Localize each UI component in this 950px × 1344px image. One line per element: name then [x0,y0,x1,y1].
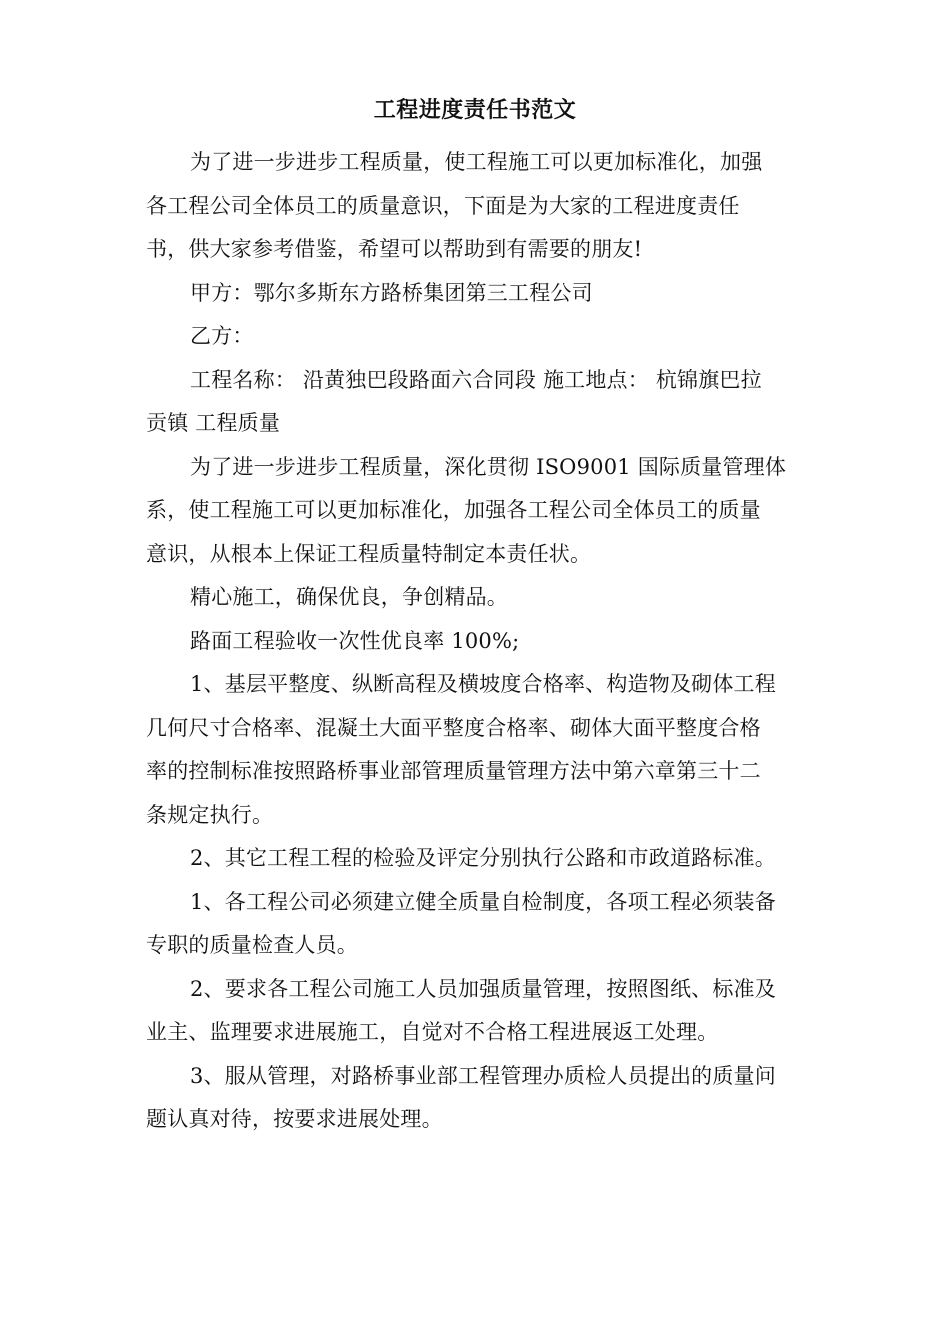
paragraph-line: 条规定执行。 [146,802,274,827]
paragraph-line: 业主、监理要求进展施工，自觉对不合格工程进展返工处理。 [146,1020,719,1044]
paragraph [146,663,806,837]
paragraph [146,359,806,446]
paragraph-line: 专职的质量检查人员。 [146,933,358,957]
paragraph-line: 3、服从管理，对路桥事业部工程管理办质检人员提出的质量问 [190,1063,776,1088]
paragraph-line: 乙方： [190,324,254,348]
paragraph-line: 率的控制标准按照路桥事业部管理质量管理方法中第六章第三十二 [146,759,761,783]
document-body [146,141,806,1142]
paragraph [146,881,806,968]
paragraph [146,576,806,620]
paragraph-line: 1、基层平整度、纵断高程及横坡度合格率、构造物及砌体工程 [190,672,776,696]
paragraph-line: 系，使工程施工可以更加标准化，加强各工程公司全体员工的质量 [146,498,761,522]
paragraph-line: 几何尺寸合格率、混凝土大面平整度合格率、砌体大面平整度合格 [146,715,761,740]
paragraph-line: 路面工程验收一次性优良率 100%; [190,628,520,653]
paragraph [146,272,806,316]
paragraph [146,968,806,1055]
paragraph-line: 1、各工程公司必须建立健全质量自检制度，各项工程必须装备 [190,889,776,914]
paragraph [146,620,806,664]
paragraph-line: 2、其它工程工程的检验及评定分别执行公路和市政道路标准。 [190,846,776,870]
paragraph [146,1055,806,1142]
paragraph [146,446,806,577]
paragraph [146,141,806,272]
document-title: 工程进度责任书范文 [373,97,577,123]
paragraph-line: 为了进一步进步工程质量，使工程施工可以更加标准化，加强 [190,150,763,174]
paragraph [146,837,806,881]
paragraph-line: 各工程公司全体员工的质量意识，下面是为大家的工程进度责任 [146,193,740,218]
paragraph-line: 精心施工，确保优良，争创精品。 [190,585,508,609]
paragraph-line: 题认真对待，按要求进展处理。 [146,1107,443,1131]
paragraph-line: 工程名称： 沿黄独巴段路面六合同段 施工地点： 杭锦旗巴拉 [190,367,762,392]
paragraph-line: 贡镇 工程质量 [146,411,281,435]
paragraph-line: 意识，从根本上保证工程质量特制定本责任状。 [146,541,592,566]
paragraph-line: 甲方：鄂尔多斯东方路桥集团第三工程公司 [190,280,593,305]
paragraph [146,315,806,359]
paragraph-line: 为了进一步进步工程质量，深化贯彻 ISO9001 国际质量管理体 [190,454,787,479]
paragraph-line: 书，供大家参考借鉴，希望可以帮助到有需要的朋友! [146,237,643,261]
paragraph-line: 2、要求各工程公司施工人员加强质量管理，按照图纸、标准及 [190,976,776,1001]
